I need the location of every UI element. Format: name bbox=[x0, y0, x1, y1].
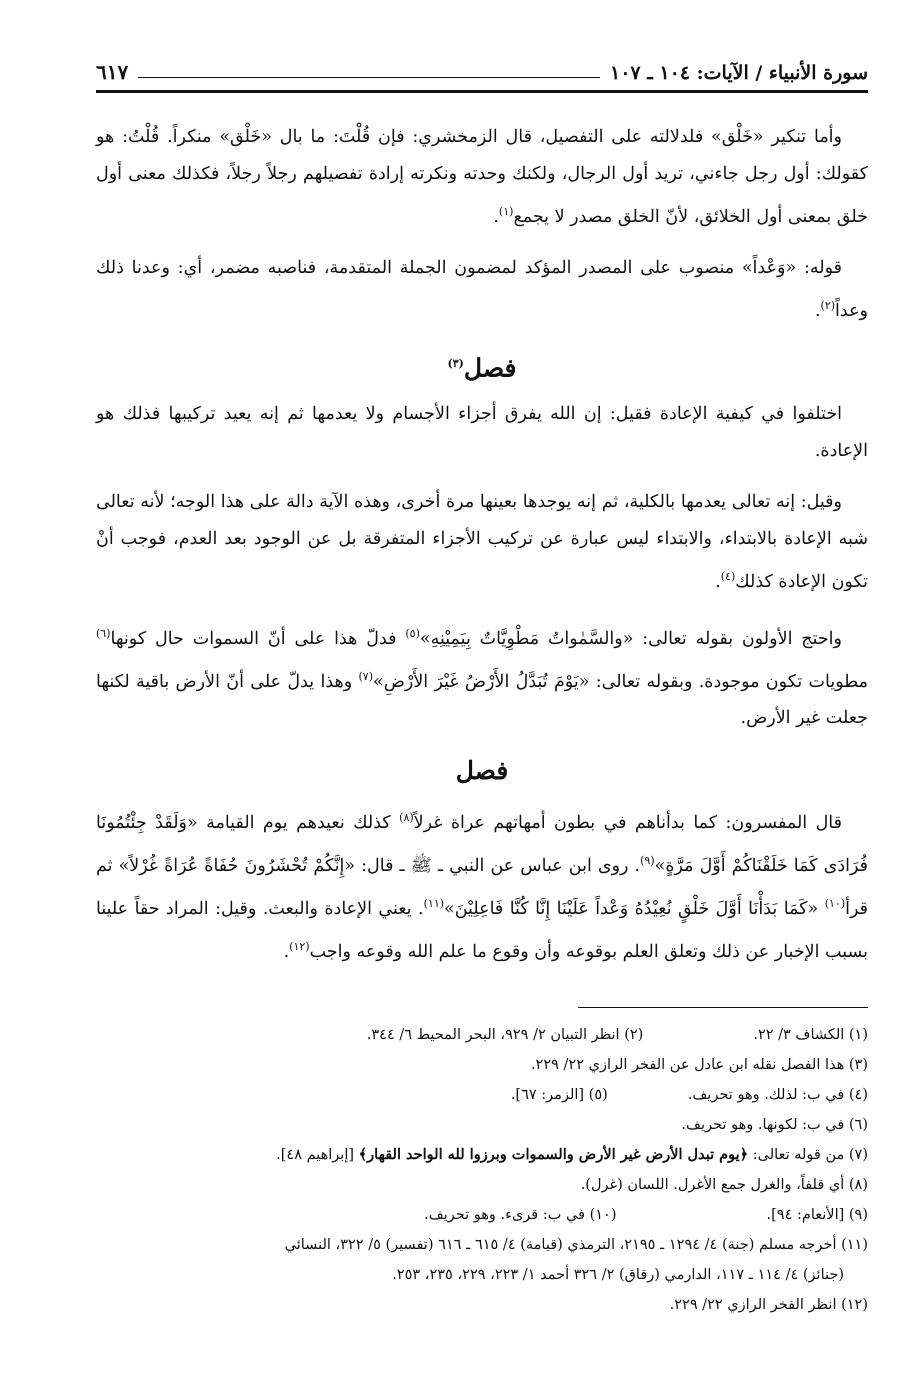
paragraph-text: «كَمَا بَدَأْنَا أَوَّلَ خَلْقٍ نُعِيْدُهُ وَعْداً عَلَيْنَا إِنَّا كُنَّا فَاعِلِيْنَ» bbox=[444, 898, 825, 919]
paragraph-text: واحتج الأولون بقوله تعالى: «والسَّمٰواتُ مَطْوِيَّاتٌ بِيَمِيْنِهِ» bbox=[419, 628, 842, 649]
paragraph: قوله: «وَعْداً» منصوب على المصدر المؤكد لمضمون الجملة المتقدمة، فناصبه مضمر، أي: وعدنا ذلك وعداً$^{(٢)}$. bbox=[96, 257, 868, 321]
footnote-ref: (٨) bbox=[399, 811, 414, 825]
paragraph: وأما تنكير «خَلْق» فلدلالته على التفصيل، قال الزمخشري: فإن قُلْتَ: ما بال «خَلْق» منكراً. قُلْتُ: هو كقولك: أول رجل جاءني، تريد أول الرجال، ولكنك وحدته ونكرته إرادة تفصيلهم رجلاً رجلاً، فكذلك معنى أول خلق بمعنى أول الخلائق، لأنّ الخلق مصدر لا يجمع$^{(١)}$. bbox=[96, 127, 868, 227]
footnote-row bbox=[96, 1020, 868, 1050]
main-text bbox=[96, 119, 868, 971]
quran-quote: ﴿يوم تبدل الأرض غير الأرض والسموات وبرزوا لله الواحد القهار﴾ bbox=[358, 1145, 749, 1163]
paragraph-text: قال المفسرون: كما بدأناهم في بطون أمهاتهم عراة غرلاً bbox=[413, 813, 842, 834]
paragraph-text: . روى ابن عباس عن النبي ـ ﷺ ـ قال: «إِنَّكُمْ تُحْشَرُونَ حُفَاةً عُرَاةً غُرْلاً» ثم قرأ bbox=[96, 856, 868, 919]
footnote-ref: (١) bbox=[498, 205, 514, 218]
paragraph-text: اختلفوا في كيفية الإعادة فقيل: إن الله يفرق أجزاء الأجسام ولا يعدمها ثم إنه يعيد تركيبها فذلك هو الإعادة. bbox=[96, 403, 868, 461]
footnote-row bbox=[96, 1110, 868, 1140]
footnote: (١١) أخرجه مسلم (جنة) ٤/ ١٢٩٤ ـ ٢١٩٥، الترمذي (قيامة) ٤/ ٦١٥ ـ ٦١٦ (تفسير) ٥/ ٣٢٢، النسائي bbox=[284, 1236, 868, 1253]
footnote-text: (٧) من قوله تعالى: bbox=[748, 1146, 868, 1163]
footnote-row bbox=[96, 1080, 868, 1110]
paragraph-text: . يعني الإعادة والبعث. وقيل: المراد حقاً علينا بسبب الإخبار عن ذلك وتعلق العلم بوقوعه وأن وقوع ما علم الله وقوعه واجب bbox=[96, 898, 868, 962]
paragraph-text: . bbox=[283, 941, 290, 962]
footnote: (١) الكشاف ٣/ ٢٢. bbox=[753, 1026, 868, 1043]
footnote-ref: (٩) bbox=[640, 854, 655, 868]
footnote: (٤) في ب: لذلك. وهو تحريف. bbox=[687, 1086, 868, 1103]
section-heading-text: فصل bbox=[463, 352, 517, 382]
paragraph-text: وهذا يدلّ على أنّ الأرض باقية لكنها جعلت غير الأرض. bbox=[96, 671, 868, 729]
footnote-row bbox=[96, 1260, 868, 1290]
footnote: (٢) انظر التبيان ٢/ ٩٢٩، البحر المحيط ٦/ ٣٤٤. bbox=[366, 1026, 644, 1043]
footnote-row bbox=[96, 1290, 868, 1320]
footnote-row bbox=[96, 1140, 868, 1170]
footnote-ref: (١٠) bbox=[824, 897, 846, 911]
footnote-row bbox=[96, 1230, 868, 1260]
footnote: (٦) في ب: لكونها. وهو تحريف. bbox=[681, 1116, 868, 1133]
book-page bbox=[96, 52, 868, 1320]
running-header bbox=[96, 52, 868, 84]
paragraph-text: مطويات تكون موجودة. وبقوله تعالى: «يَوْمَ تُبَدَّلُ الأَرْضُ غَيْرَ الأَرْضِ» bbox=[373, 671, 868, 692]
footnote bbox=[276, 1140, 868, 1170]
footnote-ref: (١٢) bbox=[289, 939, 310, 953]
paragraph bbox=[96, 396, 868, 470]
page-number: ٦١٧ bbox=[96, 60, 129, 84]
footnote-ref: (١١) bbox=[423, 897, 445, 911]
section-heading-text: فصل bbox=[455, 756, 509, 786]
footnote-continuation: (جنائز) ٤/ ١١٤ ـ ١١٧، الدارمي (رقاق) ٢/ ٣٢٦ أحمد ١/ ٢٢٣، ٢٢٩، ٢٣٥، ٢٥٣. bbox=[392, 1266, 844, 1283]
header-rule bbox=[96, 90, 868, 93]
paragraph-text: كذلك نعيدهم يوم القيامة «وَلَقَدْ جِئْتُمُونَا فُرَادَى كَمَا خَلَقْنَاكُمْ أَوَّلَ مَرَّةٍ» bbox=[96, 813, 868, 877]
footnote: (٩) [الأنعام: ٩٤]. bbox=[766, 1206, 868, 1223]
footnote-row bbox=[96, 1170, 868, 1200]
paragraph-text: فدلّ هذا على أنّ السموات حال كونها bbox=[110, 628, 406, 649]
paragraph bbox=[96, 615, 868, 738]
footnote-row bbox=[96, 1050, 868, 1080]
footnote-ref: (٤) bbox=[720, 569, 736, 583]
footnote-row bbox=[96, 1200, 868, 1230]
footnote-ref: (٥) bbox=[405, 626, 420, 640]
header-leader-line bbox=[138, 77, 600, 78]
footnote-ref: (٢) bbox=[820, 298, 836, 312]
footnote-separator bbox=[578, 1007, 868, 1008]
section-heading bbox=[96, 751, 868, 791]
paragraph-text: وأما تنكير «خَلْق» فلدلالته على التفصيل، قال الزمخشري: فإن قُلْتَ: ما بال «خَلْق» منكراً. قُلْتُ: هو كقولك: أول رجل جاءني، تريد أول الرجال، ولكنك وحدته ونكرته إرادة تفصيلهم رجلاً رجلاً، فكذلك معنى أول خلق بمعنى أول الخلائق، لأنّ الخلق مصدر لا يجمع bbox=[96, 127, 868, 227]
section-heading bbox=[96, 344, 868, 388]
footnote: (٣) هذا الفصل نقله ابن عادل عن الفخر الرازي ٢٢/ ٢٢٩. bbox=[530, 1056, 868, 1073]
paragraph-text: قوله: «وَعْداً» منصوب على المصدر المؤكد لمضمون الجملة المتقدمة، فناصبه مضمر، أي: وعدنا ذلك وعداً bbox=[96, 257, 868, 321]
footnote-ref: (٧) bbox=[358, 669, 374, 683]
footnote-text: [إبراهيم ٤٨]. bbox=[276, 1146, 359, 1163]
paragraph: وقيل: إنه تعالى يعدمها بالكلية، ثم إنه يوجدها بعينها مرة أخرى، وهذه الآية دالة على هذا الوجه؛ لأنه تعالى شبه الإعادة بالابتداء، والابتداء ليس عبارة عن تركيب الأجزاء المتفرقة بل عن الوجود بعد العدم، فوجب أنْ تكون الإعادة كذلك$^{(٤)}$. bbox=[96, 491, 868, 592]
header-title: سورة الأنبياء / الآيات: ١٠٤ ـ ١٠٧ bbox=[610, 62, 868, 84]
footnote-ref: (٣) bbox=[447, 356, 464, 370]
footnotes bbox=[96, 1020, 868, 1320]
footnote-ref: (٦) bbox=[96, 626, 111, 640]
paragraph bbox=[96, 799, 868, 970]
footnote: (٥) [الزمر: ٦٧]. bbox=[510, 1086, 608, 1103]
footnote: (٨) أي قلفاً، والغرل جمع الأغرل. اللسان (غرل). bbox=[580, 1176, 868, 1193]
footnote: (١٠) في ب: قرىء. وهو تحريف. bbox=[424, 1206, 617, 1223]
paragraph-text: وقيل: إنه تعالى يعدمها بالكلية، ثم إنه يوجدها بعينها مرة أخرى، وهذه الآية دالة على هذا الوجه؛ لأنه تعالى شبه الإعادة بالابتداء، والابتداء ليس عبارة عن تركيب الأجزاء المتفرقة بل عن الوجود بعد العدم، فوجب أنْ تكون الإعادة كذلك bbox=[96, 491, 868, 592]
footnote: (١٢) انظر الفخر الرازي ٢٢/ ٢٢٩. bbox=[669, 1296, 868, 1313]
